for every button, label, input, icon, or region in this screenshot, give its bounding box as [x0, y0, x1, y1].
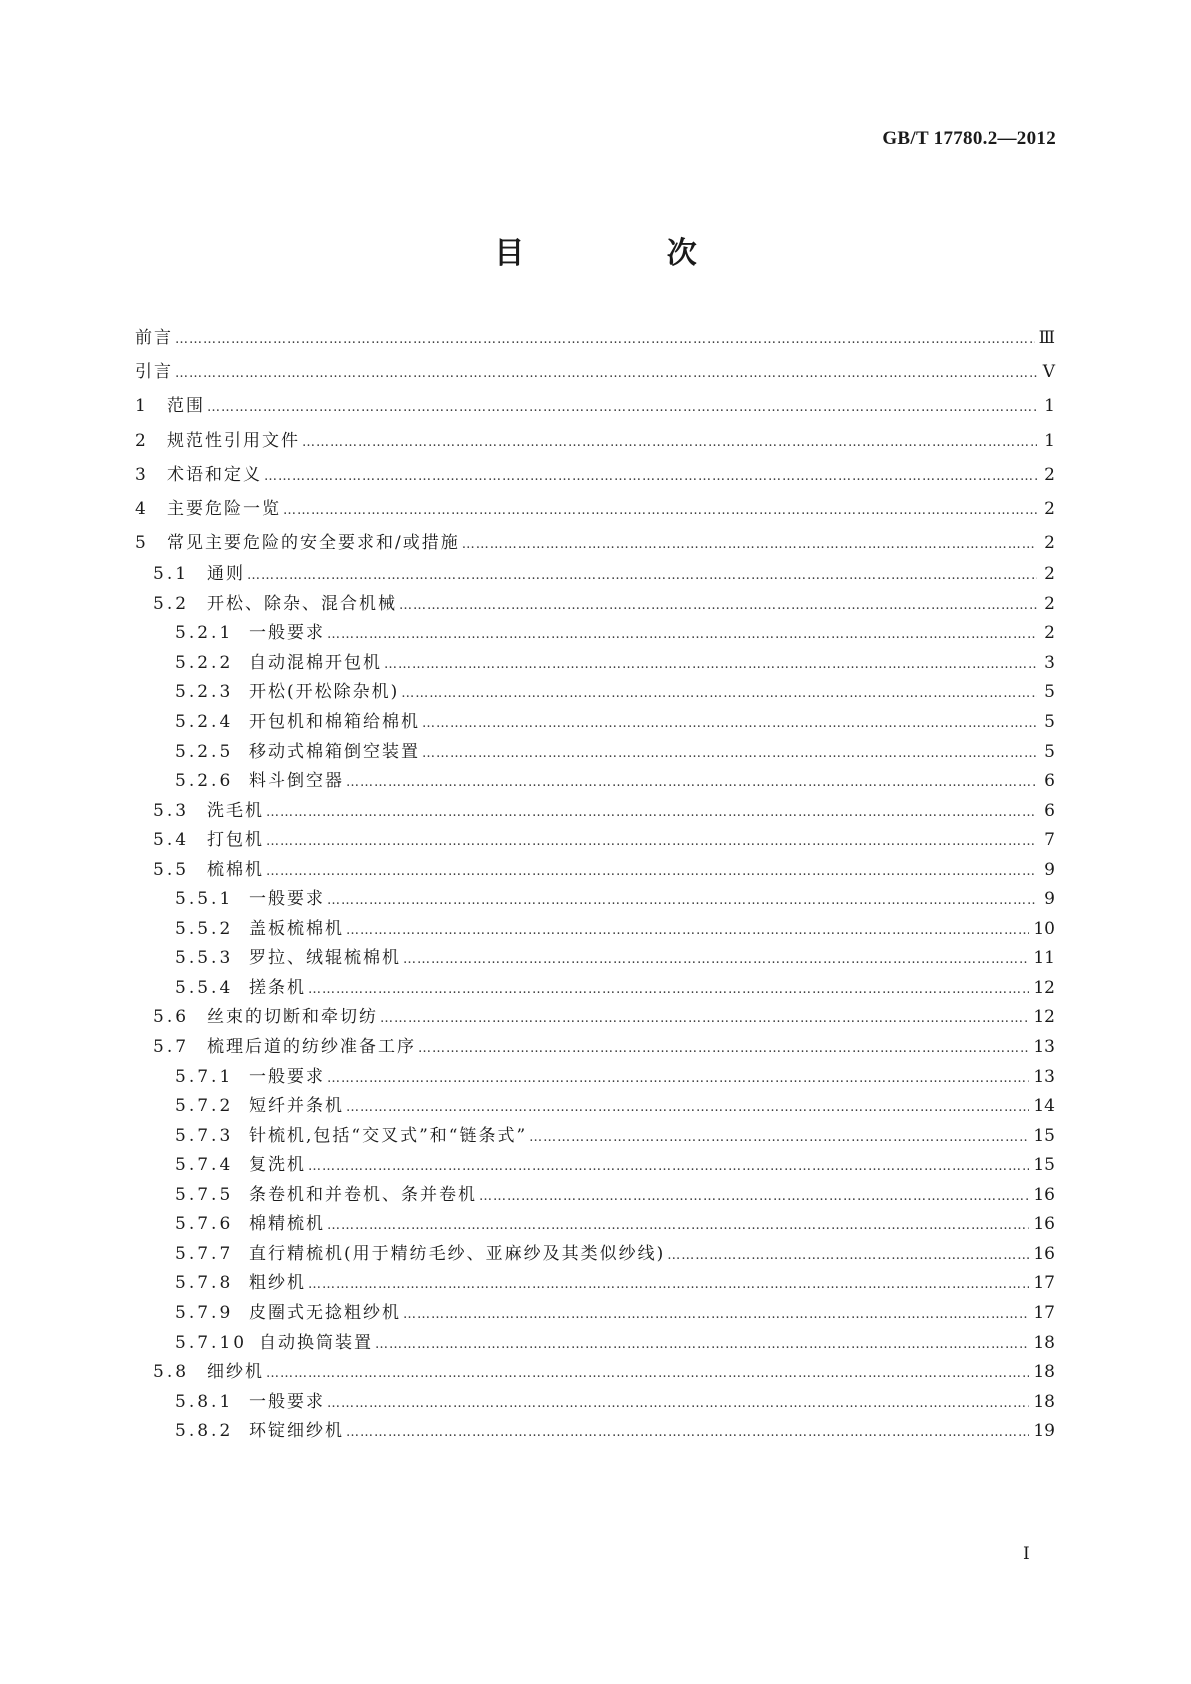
toc-entry[interactable]	[135, 1212, 1055, 1238]
toc-entry[interactable]	[135, 1301, 1055, 1327]
toc-entry-title: 前言	[135, 328, 173, 348]
toc-entry[interactable]	[135, 887, 1055, 913]
toc-entry-number: 5.8.2	[175, 1421, 234, 1442]
toc-leader-dots	[266, 830, 1037, 854]
toc-entry-title: 罗拉、绒辊梳棉机	[249, 948, 401, 969]
toc-entry-page: 15	[1033, 1155, 1055, 1176]
toc-leader-dots	[266, 1362, 1029, 1386]
toc-leader-dots	[380, 1007, 1029, 1031]
toc-entry-number: 5.5.1	[175, 889, 234, 910]
toc-leader-dots	[384, 653, 1037, 677]
toc-entry-page: 15	[1033, 1125, 1055, 1146]
toc-entry-number: 1	[135, 396, 149, 417]
toc-entry[interactable]	[135, 769, 1055, 795]
toc-entry-page: 10	[1033, 918, 1055, 939]
toc-leader-dots	[399, 594, 1037, 618]
toc-leader-dots	[266, 801, 1037, 825]
toc-entry-title: 皮圈式无捻粗纱机	[249, 1302, 401, 1323]
toc-entry-number: 5.7.2	[175, 1096, 234, 1117]
toc-entry-page: 11	[1033, 948, 1055, 969]
toc-entry[interactable]	[135, 946, 1055, 972]
toc-leader-dots	[346, 1421, 1029, 1445]
toc-entry-number: 5.7.1	[175, 1066, 234, 1087]
toc-entry[interactable]	[135, 1094, 1055, 1120]
toc-entry-page: 7	[1044, 830, 1055, 851]
toc-leader-dots	[283, 499, 1037, 523]
toc-entry-title: 一般要求	[249, 1391, 325, 1412]
toc-entry-page: 19	[1033, 1421, 1055, 1442]
toc-entry-page: Ⅲ	[1038, 328, 1055, 348]
toc-entry-title: 开松(开松除杂机)	[249, 682, 400, 703]
toc-entry-number: 5.4	[153, 830, 190, 851]
toc-entry-title: 打包机	[207, 830, 264, 851]
toc-entry-title: 范围	[167, 396, 205, 417]
toc-entry[interactable]	[135, 621, 1055, 647]
toc-leader-dots	[462, 533, 1037, 557]
toc-entry[interactable]	[135, 1183, 1055, 1209]
toc-leader-dots	[327, 1214, 1029, 1238]
toc-leader-dots	[422, 712, 1037, 736]
toc-entry-page: 1	[1044, 430, 1055, 451]
toc-entry-page: 6	[1044, 771, 1055, 792]
toc-entry-title: 梳棉机	[207, 859, 264, 880]
toc-entry-page: 9	[1044, 859, 1055, 880]
toc-entry-title: 一般要求	[249, 1066, 325, 1087]
toc-entry-number: 5.7.8	[175, 1273, 234, 1294]
toc-leader-dots	[422, 742, 1037, 766]
toc-entry[interactable]	[135, 1124, 1055, 1150]
toc-entry-title: 短纤并条机	[249, 1096, 344, 1117]
page-number: I	[1023, 1544, 1030, 1564]
toc-entry-title: 开松、除杂、混合机械	[207, 593, 397, 614]
toc-leader-dots	[264, 465, 1037, 489]
toc-entry-title: 自动混棉开包机	[249, 652, 382, 673]
toc-entry-number: 5.6	[153, 1007, 190, 1028]
toc-entry[interactable]	[135, 1242, 1055, 1268]
toc-entry-page: 17	[1033, 1273, 1055, 1294]
toc-entry-title: 通则	[207, 564, 245, 585]
toc-entry-page: 13	[1033, 1066, 1055, 1087]
toc-entry-title: 盖板梳棉机	[249, 918, 344, 939]
toc-entry-page: 2	[1044, 464, 1055, 485]
standard-number: GB/T 17780.2—2012	[882, 128, 1056, 149]
toc-entry-title: 梳理后道的纺纱准备工序	[207, 1037, 416, 1057]
toc-entry-page: 17	[1033, 1302, 1055, 1323]
toc-entry-title: 针梳机,包括“交叉式”和“链条式”	[249, 1125, 528, 1146]
toc-entry-page: 16	[1033, 1243, 1055, 1264]
toc-entry-page: 9	[1044, 889, 1055, 910]
toc-leader-dots	[346, 919, 1029, 943]
toc-entry[interactable]	[135, 531, 1055, 557]
toc-entry[interactable]	[135, 976, 1055, 1002]
toc-entry-number: 5.7.3	[175, 1125, 234, 1146]
toc-entry-number: 5.5.3	[175, 948, 234, 969]
toc-entry-title: 一般要求	[249, 623, 325, 644]
toc-entry[interactable]	[135, 680, 1055, 706]
toc-entry-number: 5.2.2	[175, 652, 234, 673]
toc-entry-title: 自动换筒装置	[259, 1332, 373, 1353]
toc-entry-number: 5.7.6	[175, 1214, 234, 1235]
toc-entry[interactable]	[135, 592, 1055, 618]
toc-entry-page: 2	[1044, 623, 1055, 644]
toc-leader-dots	[247, 564, 1037, 588]
toc-leader-dots	[207, 396, 1037, 420]
toc-entry-number: 5.7	[153, 1037, 190, 1057]
toc-entry-page: 18	[1033, 1391, 1055, 1412]
toc-entry-page: 2	[1044, 499, 1055, 519]
toc-entry-page: 12	[1033, 1007, 1055, 1028]
toc-entry[interactable]	[135, 1360, 1055, 1386]
toc-entry[interactable]	[135, 497, 1055, 523]
toc-entry-title: 复洗机	[249, 1155, 306, 1176]
toc-leader-dots	[479, 1185, 1029, 1209]
toc-entry-title: 规范性引用文件	[167, 430, 300, 451]
toc-entry-number: 5.2.3	[175, 682, 234, 703]
toc-entry-title: 料斗倒空器	[249, 771, 344, 792]
toc-entry[interactable]	[135, 799, 1055, 825]
toc-entry-title: 引言	[135, 362, 173, 383]
toc-leader-dots	[327, 889, 1037, 913]
toc-leader-dots	[266, 860, 1037, 884]
toc-entry[interactable]	[135, 740, 1055, 766]
toc-entry-page: 18	[1033, 1362, 1055, 1383]
toc-entry[interactable]	[135, 1331, 1055, 1357]
toc-entry-number: 2	[135, 430, 149, 451]
toc-entry-page: 2	[1044, 533, 1055, 554]
toc-entry-title: 直行精梳机(用于精纺毛纱、亚麻纱及其类似纱线)	[249, 1243, 666, 1264]
toc-leader-dots	[327, 1067, 1029, 1091]
toc-entry[interactable]	[135, 710, 1055, 736]
toc-entry-page: 2	[1044, 564, 1055, 585]
toc-entry-page: 13	[1033, 1037, 1055, 1057]
toc-entry-number: 5.7.5	[175, 1184, 234, 1205]
toc-entry[interactable]	[135, 562, 1055, 588]
toc-entry-page: 1	[1044, 396, 1055, 417]
page-title: 目 次	[494, 236, 763, 271]
toc-entry-number: 5.2.4	[175, 711, 234, 732]
toc-entry[interactable]	[135, 651, 1055, 677]
toc-entry-number: 5.2.6	[175, 771, 234, 792]
toc-entry[interactable]	[135, 394, 1055, 420]
toc-entry[interactable]	[135, 326, 1055, 352]
toc-leader-dots	[403, 948, 1029, 972]
toc-entry-number: 5	[135, 533, 149, 554]
toc-entry[interactable]	[135, 360, 1055, 386]
toc-entry-number: 4	[135, 499, 149, 519]
toc-leader-dots	[175, 328, 1035, 352]
toc-entry-title: 棉精梳机	[249, 1214, 325, 1235]
toc-entry-number: 5.2.5	[175, 741, 234, 762]
toc-leader-dots	[308, 978, 1029, 1002]
toc-entry-title: 洗毛机	[207, 800, 264, 821]
toc-entry[interactable]	[135, 1390, 1055, 1416]
toc-entry-title: 术语和定义	[167, 464, 262, 485]
toc-entry-page: 2	[1044, 593, 1055, 614]
toc-entry-number: 5.3	[153, 800, 190, 821]
toc-entry-number: 5.7.4	[175, 1155, 234, 1176]
toc-entry-page: 14	[1033, 1096, 1055, 1117]
toc-entry-title: 粗纱机	[249, 1273, 306, 1294]
toc-leader-dots	[302, 431, 1037, 455]
toc-leader-dots	[308, 1273, 1029, 1297]
toc-entry-page: 6	[1044, 800, 1055, 821]
toc-entry-number: 3	[135, 464, 149, 485]
toc-entry-title: 细纱机	[207, 1362, 264, 1383]
toc-entry-title: 主要危险一览	[167, 499, 281, 519]
toc-leader-dots	[308, 1155, 1029, 1179]
toc-entry[interactable]	[135, 463, 1055, 489]
toc-entry-page: 5	[1044, 741, 1055, 762]
toc-leader-dots	[667, 1244, 1029, 1268]
toc-entry-title: 开包机和棉箱给棉机	[249, 711, 420, 732]
toc-entry-number: 5.5.4	[175, 977, 234, 998]
toc-entry-number: 5.5	[153, 859, 190, 880]
toc-leader-dots	[418, 1037, 1029, 1061]
toc-entry[interactable]	[135, 1271, 1055, 1297]
toc-entry-title: 丝束的切断和牵切纺	[207, 1007, 378, 1028]
toc-entry-page: 12	[1033, 977, 1055, 998]
toc-entry-title: 搓条机	[249, 977, 306, 998]
toc-leader-dots	[175, 362, 1037, 386]
toc-entry[interactable]	[135, 1065, 1055, 1091]
toc-entry-number: 5.8	[153, 1362, 190, 1383]
toc-entry-page: 5	[1044, 682, 1055, 703]
toc-entry-title: 环锭细纱机	[249, 1421, 344, 1442]
toc-entry-number: 5.2.1	[175, 623, 234, 644]
toc-entry-number: 5.7.7	[175, 1243, 234, 1264]
toc-leader-dots	[346, 1096, 1029, 1120]
toc-entry-title: 常见主要危险的安全要求和/或措施	[167, 533, 460, 554]
toc-entry-page: 16	[1033, 1214, 1055, 1235]
toc-entry[interactable]	[135, 828, 1055, 854]
toc-leader-dots	[403, 1303, 1029, 1327]
toc-entry-page: 18	[1033, 1332, 1055, 1353]
toc-entry-number: 5.1	[153, 564, 190, 585]
toc-entry[interactable]	[135, 1005, 1055, 1031]
toc-leader-dots	[375, 1333, 1029, 1357]
toc-entry-page: 5	[1044, 711, 1055, 732]
toc-entry-title: 一般要求	[249, 889, 325, 910]
toc-entry-title: 移动式棉箱倒空装置	[249, 741, 420, 762]
toc-entry-page: 3	[1044, 652, 1055, 673]
toc-entry-number: 5.5.2	[175, 918, 234, 939]
toc-entry-page: Ⅴ	[1042, 362, 1055, 383]
toc-entry[interactable]	[135, 1153, 1055, 1179]
toc-leader-dots	[327, 1392, 1029, 1416]
toc-entry-number: 5.7.10	[175, 1332, 248, 1353]
toc-entry-page: 16	[1033, 1184, 1055, 1205]
toc-leader-dots	[327, 623, 1037, 647]
toc-entry[interactable]	[135, 1419, 1055, 1445]
toc-entry-number: 5.7.9	[175, 1302, 234, 1323]
toc-entry[interactable]	[135, 917, 1055, 943]
toc-entry[interactable]	[135, 1035, 1055, 1061]
toc-entry-title: 条卷机和并卷机、条并卷机	[249, 1184, 477, 1205]
toc-leader-dots	[401, 682, 1037, 706]
toc-entry-number: 5.2	[153, 593, 190, 614]
toc-leader-dots	[346, 771, 1037, 795]
toc-entry[interactable]	[135, 429, 1055, 455]
toc-leader-dots	[529, 1126, 1029, 1150]
toc-entry[interactable]	[135, 858, 1055, 884]
toc-entry-number: 5.8.1	[175, 1391, 234, 1412]
